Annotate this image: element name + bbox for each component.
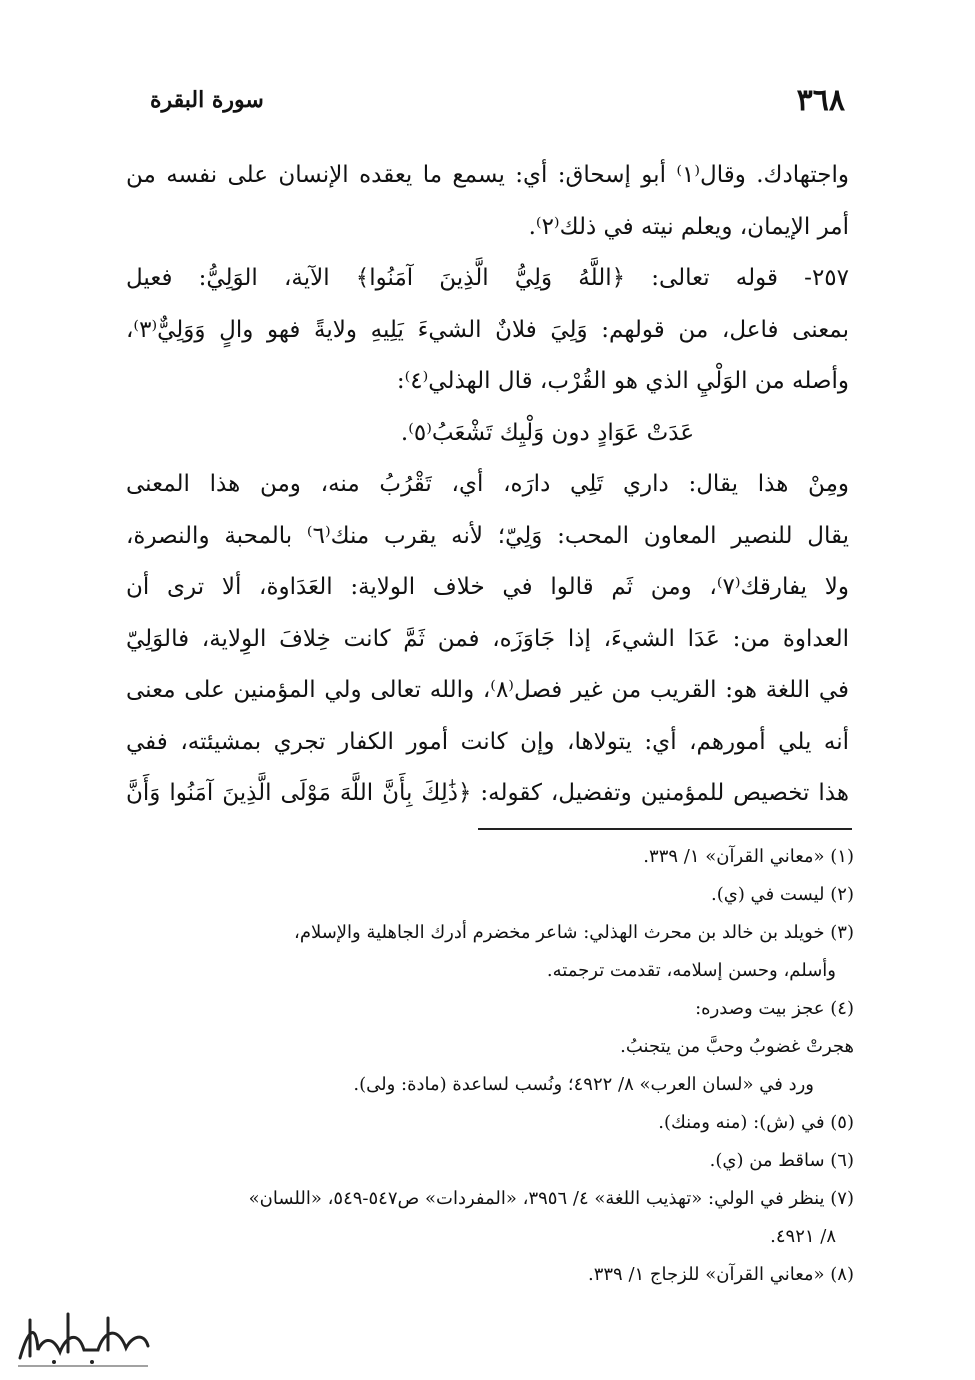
footnote: (٦) ساقط من (ي). — [709, 1150, 854, 1171]
footnote-separator — [478, 828, 852, 830]
footnote-continuation: ورد في «لسان العرب» ٨/ ٤٩٢٢؛ ونُسب لساعدة (مادة: ولى). — [353, 1074, 814, 1095]
footnote: (٥) في (ش): (منه ومنك). — [658, 1112, 854, 1133]
poetry-verse: عَدَتْ عَوَادٍ دون وَلْيِك تَشْعَبُ⁽٥⁾. — [400, 419, 695, 446]
text-line: ولا يفارقك⁽٧⁾، ومن ثَم قالوا في خلاف الولاية: العَدَاوة، ألا ترى أن — [126, 574, 849, 600]
text-line: هذا تخصيص للمؤمنين وتفضيل، كقوله: ﴿ذَٰلِكَ بِأَنَّ اللَّهَ مَوْلَى الَّذِينَ آمَنُوا وَأَنَّ — [126, 780, 849, 806]
main-text — [126, 150, 849, 820]
text-line: أنه يلي أمورهم، أي: يتولاها، وإن كانت أمور الكفار تجري بمشيئته، ففي — [126, 728, 849, 755]
footnote: (٨) «معاني القرآن» للزجاج ١/ ٣٣٩. — [587, 1264, 854, 1285]
footnotes — [126, 838, 854, 1294]
page-number: ٣٦٨ — [796, 82, 845, 118]
footnote: (١) «معاني القرآن» ١/ ٣٣٩. — [643, 846, 854, 867]
calligraphy-logo-icon — [8, 1300, 158, 1375]
text-line: في اللغة هو: القريب من غير فصل⁽٨⁾، والله تعالى ولي المؤمنين على معنى — [126, 677, 849, 703]
footnote-continuation: ٨/ ٤٩٢١. — [770, 1226, 836, 1247]
text-line: واجتهادك. وقال⁽١⁾ أبو إسحاق: أي: يسمع ما يعقده الإنسان على نفسه من — [126, 162, 849, 188]
text-line: ومِنْ هذا يقال: داري تَلِي دارَه، أي، تَقْرُبُ منه، ومن هذا المعنى — [126, 471, 849, 497]
text-line: أمر الإيمان، ويعلم نيته في ذلك⁽٢⁾. — [528, 213, 849, 240]
footnote: (٢) ليست في (ي). — [710, 884, 854, 905]
text-line: بمعنى فاعل، من قولهم: وَلِيَ فلانٌ الشيءَ يَلِيهِ ولايةً فهو والٍ وَوَلِيٌّ⁽٣⁾، — [126, 316, 849, 343]
footnote: (٤) عجز بيت وصدره: — [695, 998, 854, 1019]
surah-title: سورة البقرة — [150, 87, 264, 113]
text-line: ٢٥٧- قوله تعالى: ﴿اللَّهُ وَلِيُّ الَّذِينَ آمَنُوا﴾ الآية، الوَلِيُّ: فعيل — [126, 265, 849, 291]
text-line: وأصله من الوَلْيِ الذي هو القُرْب، قال الهذلي⁽٤⁾: — [396, 368, 849, 394]
text-line: العداوة من: عَدَا الشيءَ، إذا جَاوَزَه، فمن ثَمَّ كانت خِلافَ الوِلاية، فالوَلِيّ — [126, 625, 849, 652]
text-line: يقال للنصير المعاون المحب: وَلِيّ؛ لأنه يقرب منك⁽٦⁾ بالمحبة والنصرة، — [126, 522, 849, 549]
page-header — [150, 80, 845, 120]
footnote-continuation: وأسلم، وحسن إسلامه، تقدمت ترجمته. — [546, 960, 836, 981]
footnote-verse: هجرتْ غضوبُ وحبَّ من يتجنبُ. — [620, 1036, 854, 1057]
footnote: (٣) خويلد بن خالد بن محرث الهذلي: شاعر مخضرم أدرك الجاهلية والإسلام، — [294, 922, 854, 943]
footnote: (٧) ينظر في الولي: «تهذيب اللغة» ٤/ ٣٩٥٦، «المفردات» ص٥٤٧-٥٤٩، «اللسان» — [248, 1188, 854, 1209]
publisher-logo — [8, 1300, 158, 1375]
